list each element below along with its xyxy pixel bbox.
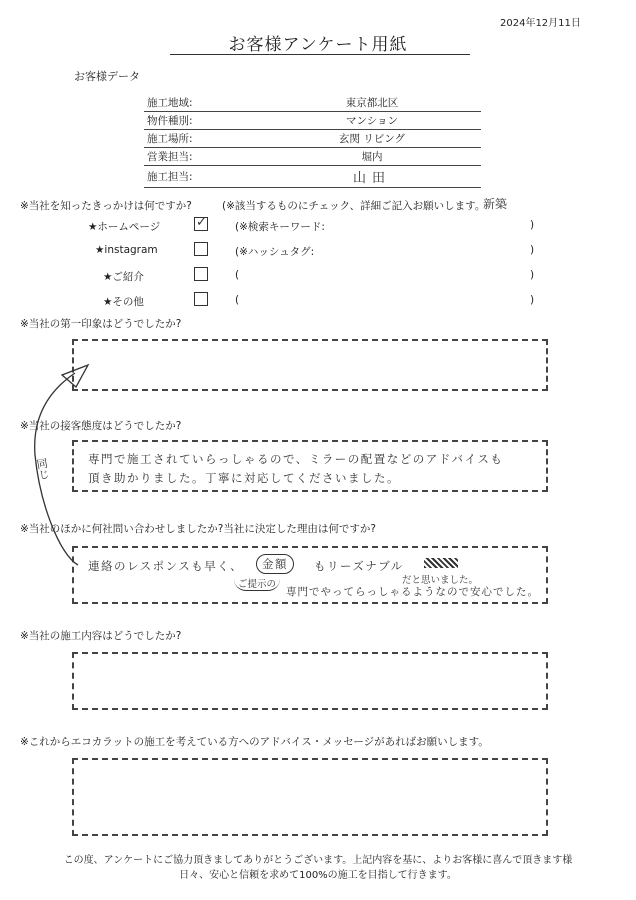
footer-line1: この度、アンケートにご協力頂きましてありがとうございます。上記内容を基に、よりお客様に喜んで頂きます様 xyxy=(63,855,573,866)
q4-insert-above: だと思いました。 xyxy=(402,575,479,586)
option-other-detail: ( xyxy=(235,294,240,306)
q4-insert-below: ご提示の xyxy=(234,576,280,591)
q3-question: ※当社の接客態度はどうでしたか? xyxy=(20,420,182,432)
info-value: マンション xyxy=(263,112,481,130)
info-row-location xyxy=(144,130,481,148)
info-row-sales xyxy=(144,148,481,166)
option-homepage-checkbox[interactable] xyxy=(194,217,208,231)
survey-date: 2024年12月11日 xyxy=(500,18,581,29)
q1-question: ※当社を知ったきっかけは何ですか? xyxy=(20,200,192,212)
info-value: 東京都北区 xyxy=(263,94,481,112)
q6-answer-box[interactable] xyxy=(72,758,548,836)
q3-answer-line1: 専門で施工されていらっしゃるので、ミラーの配置などのアドバイスも xyxy=(88,452,504,466)
q3-answer-box[interactable] xyxy=(72,440,548,492)
option-other-checkbox[interactable] xyxy=(194,292,208,306)
q4-answer-line1b: もリーズナブル xyxy=(314,559,404,573)
customer-data-table xyxy=(144,94,481,188)
q5-answer-box[interactable] xyxy=(72,652,548,710)
option-referral-close: ) xyxy=(530,269,535,281)
info-row-area xyxy=(144,94,481,112)
info-row-property xyxy=(144,112,481,130)
q5-question: ※当社の施工内容はどうでしたか? xyxy=(20,630,182,642)
q3-answer-line2: 頂き助かりました。丁寧に対応してくださいました。 xyxy=(88,471,400,485)
option-referral-detail: ( xyxy=(235,269,240,281)
info-value: 堀内 xyxy=(263,148,481,166)
q3-side-note: 同じ xyxy=(34,456,51,481)
q2-question: ※当社の第一印象はどうでしたか? xyxy=(20,318,182,330)
check-mark-icon: ✓ xyxy=(196,215,207,230)
option-instagram-close: ) xyxy=(530,244,535,256)
q4-answer-line1a: 連絡のレスポンスも早く、 xyxy=(88,559,244,573)
q1-handwritten-note: 新築 xyxy=(483,197,508,211)
option-homepage-close: ) xyxy=(530,219,535,231)
q4-answer-box[interactable] xyxy=(72,546,548,604)
customer-data-heading: お客様データ xyxy=(74,70,140,83)
option-instagram-checkbox[interactable] xyxy=(194,242,208,256)
info-label: 施工担当: xyxy=(144,166,263,188)
option-other-label: ★その他 xyxy=(103,296,144,308)
q4-question: ※当社のほかに何社問い合わせしましたか?当社に決定した理由は何ですか? xyxy=(20,523,376,535)
title-underline xyxy=(170,54,470,55)
q4-answer-line2: 専門でやってらっしゃるようなので安心でした。 xyxy=(286,586,539,598)
info-label: 営業担当: xyxy=(144,148,263,166)
info-row-installer xyxy=(144,166,481,188)
info-value: 玄関 リビング xyxy=(263,130,481,148)
info-label: 施工場所: xyxy=(144,130,263,148)
page-title: お客様アンケート用紙 xyxy=(228,35,408,55)
q6-question: ※これからエコカラットの施工を考えている方へのアドバイス・メッセージがあればお願いします。 xyxy=(20,736,489,748)
info-value-handwritten: 山田 xyxy=(263,166,481,188)
q1-instruction: (※該当するものにチェック、詳細ご記入お願いします。 xyxy=(222,200,486,212)
option-instagram-detail: (※ハッシュタグ: xyxy=(235,246,315,258)
option-other-close: ) xyxy=(530,294,535,306)
option-instagram-label: ★instagram xyxy=(95,244,158,256)
info-label: 施工地域: xyxy=(144,94,263,112)
option-homepage-detail: (※検索キーワード: xyxy=(235,221,325,233)
footer-line2: 日々、安心と信頼を求めて100%の施工を目指して行きます。 xyxy=(179,870,457,881)
option-homepage-label: ★ホームページ xyxy=(88,221,161,233)
q2-answer-box[interactable] xyxy=(72,339,548,391)
option-referral-label: ★ご紹介 xyxy=(103,271,144,283)
option-referral-checkbox[interactable] xyxy=(194,267,208,281)
handdrawn-arrow-icon xyxy=(20,355,100,575)
q4-circled-word: 金額 xyxy=(256,554,294,574)
crossed-out-scribble xyxy=(424,558,458,568)
info-label: 物件種別: xyxy=(144,112,263,130)
